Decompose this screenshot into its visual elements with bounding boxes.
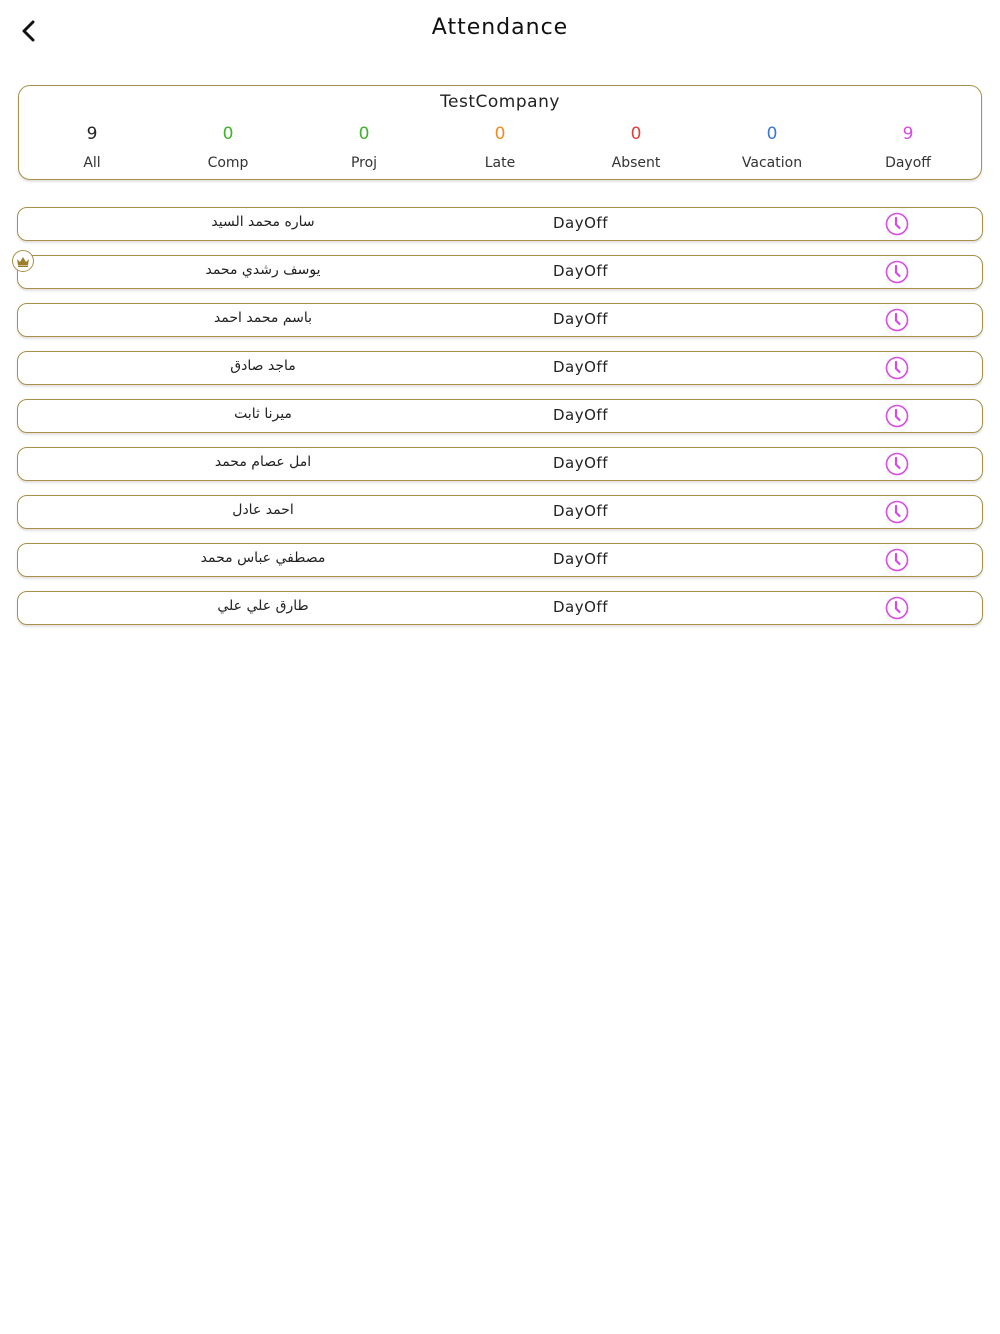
stat-value: 9: [902, 124, 914, 144]
employee-row[interactable]: [17, 399, 983, 433]
employee-row[interactable]: [17, 495, 983, 529]
stat-value: 0: [630, 124, 642, 144]
employee-row[interactable]: [17, 543, 983, 577]
clock-icon[interactable]: [885, 212, 909, 236]
stat-late[interactable]: [432, 124, 568, 171]
clock-icon[interactable]: [885, 308, 909, 332]
crown-icon: [16, 256, 30, 267]
employee-name: امل عصام محمد: [214, 454, 312, 470]
stat-label: All: [83, 155, 101, 171]
clock-icon[interactable]: [885, 500, 909, 524]
employee-row[interactable]: [17, 591, 983, 625]
employee-row[interactable]: [17, 255, 983, 289]
employee-name: باسم محمد احمد: [213, 310, 313, 326]
stat-value: 0: [222, 124, 234, 144]
employee-row[interactable]: [17, 447, 983, 481]
stat-vacation[interactable]: [704, 124, 840, 171]
attendance-status: DayOff: [553, 454, 608, 472]
page-title: Attendance: [431, 15, 569, 40]
summary-card: [18, 85, 982, 180]
employee-name: ساره محمد السيد: [211, 214, 315, 230]
attendance-status: DayOff: [553, 550, 608, 568]
attendance-status: DayOff: [553, 262, 608, 280]
attendance-status: DayOff: [553, 502, 608, 520]
stat-dayoff[interactable]: [840, 124, 976, 171]
clock-icon[interactable]: [885, 548, 909, 572]
employee-name: ميرنا ثابت: [234, 406, 292, 422]
attendance-status: DayOff: [553, 358, 608, 376]
crown-badge: [12, 250, 34, 272]
stats-row: [24, 124, 976, 171]
employee-row[interactable]: [17, 207, 983, 241]
employee-name: طارق علي علي: [217, 598, 309, 614]
employee-name: مصطفي عباس محمد: [200, 550, 326, 566]
attendance-status: DayOff: [553, 214, 608, 232]
company-name: TestCompany: [440, 92, 560, 112]
clock-icon[interactable]: [885, 356, 909, 380]
attendance-status: DayOff: [553, 598, 608, 616]
stat-label: Comp: [207, 155, 249, 171]
stat-proj[interactable]: [296, 124, 432, 171]
attendance-status: DayOff: [553, 406, 608, 424]
stat-label: Absent: [611, 155, 661, 171]
clock-icon[interactable]: [885, 260, 909, 284]
clock-icon[interactable]: [885, 596, 909, 620]
clock-icon[interactable]: [885, 452, 909, 476]
stat-comp[interactable]: [160, 124, 296, 171]
employee-name: ماجد صادق: [230, 358, 296, 374]
stat-label: Dayoff: [885, 155, 931, 171]
attendance-status: DayOff: [553, 310, 608, 328]
stat-value: 0: [358, 124, 370, 144]
stat-all[interactable]: [24, 124, 160, 171]
stat-value: 0: [766, 124, 778, 144]
employee-name: يوسف رشدي محمد: [205, 262, 321, 278]
employee-name: احمد عادل: [232, 502, 294, 518]
clock-icon[interactable]: [885, 404, 909, 428]
employee-row[interactable]: [17, 303, 983, 337]
stat-absent[interactable]: [568, 124, 704, 171]
header: [0, 0, 1000, 60]
stat-label: Vacation: [741, 155, 803, 171]
stat-value: 9: [86, 124, 98, 144]
employee-row[interactable]: [17, 351, 983, 385]
stat-label: Proj: [350, 155, 378, 171]
stat-value: 0: [494, 124, 506, 144]
stat-label: Late: [484, 155, 516, 171]
